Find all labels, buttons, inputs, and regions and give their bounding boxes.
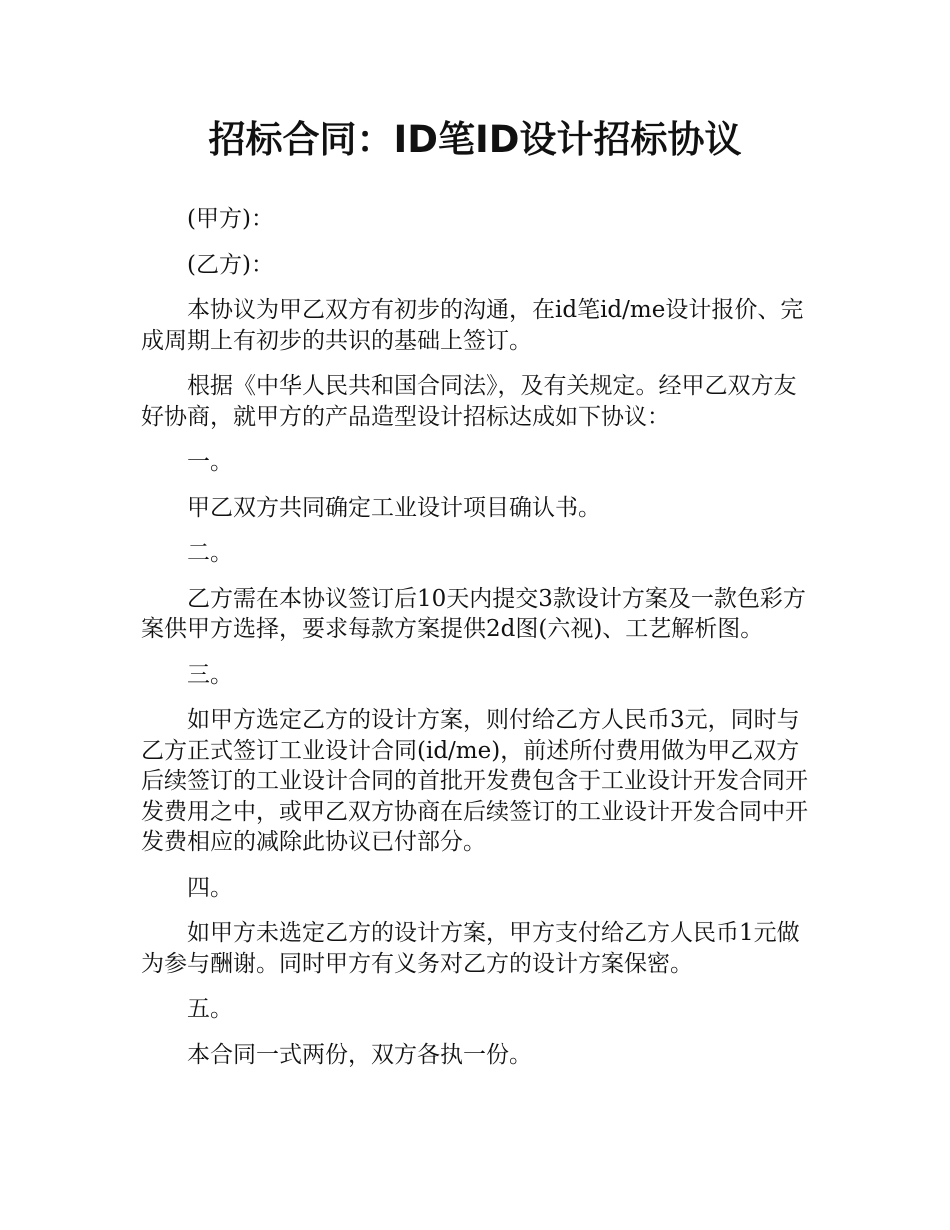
basis-paragraph: 根据《中华人民共和国合同法》，及有关规定。经甲乙双方友好协商，就甲方的产品造型设计招标达成如下协议： [141, 373, 797, 430]
clause-heading-5: 五。 [187, 996, 233, 1022]
clause-heading-1: 一。 [187, 449, 233, 475]
clause-heading-3: 三。 [187, 661, 233, 688]
document-body [141, 204, 813, 1085]
clause-text-1: 甲乙双方共同确定工业设计项目确认书。 [187, 494, 601, 521]
clause-text-5: 本合同一式两份，双方各执一份。 [187, 1041, 532, 1068]
party-b-line: (乙方)： [187, 251, 274, 278]
clause-text-4: 如甲方未选定乙方的设计方案，甲方支付给乙方人民币1元做为参与酬谢。同时甲方有义务对乙方的设计方案保密。 [141, 920, 800, 977]
clause-heading-2: 二。 [187, 540, 233, 566]
document-title: 招标合同：ID笔ID设计招标协议 [208, 118, 742, 161]
clause-heading-4: 四。 [187, 874, 233, 901]
party-a-line: (甲方)： [187, 206, 274, 232]
clause-text-3: 如甲方选定乙方的设计方案，则付给乙方人民币3元，同时与乙方正式签订工业设计合同(id/me)，前述所付费用做为甲乙双方后续签订的工业设计合同的首批开发费包含于工业设计开发合同开发费用之中，或甲乙双方协商在后续签订的工业设计开发合同中开发费相应的减除此协议已付部分。 [141, 707, 808, 855]
intro-paragraph: 本协议为甲乙双方有初步的沟通，在id笔id/me设计报价、完成周期上有初步的共识的基础上签订。 [141, 297, 804, 354]
clause-text-2: 乙方需在本协议签订后10天内提交3款设计方案及一款色彩方案供甲方选择，要求每款方案提供2d图(六视)、工艺解析图。 [141, 585, 806, 642]
